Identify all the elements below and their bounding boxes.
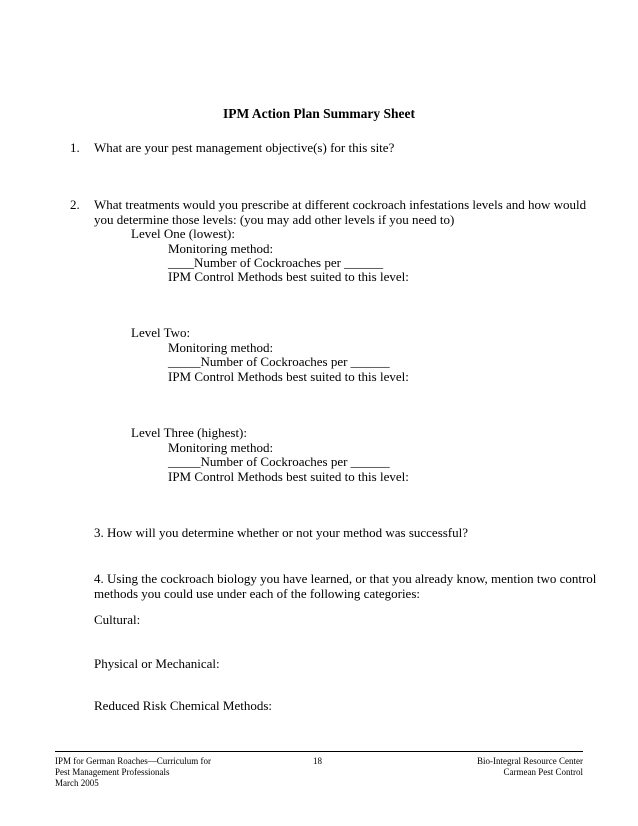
category-cultural: Cultural: [94, 612, 141, 627]
question-2-line-1: What treatments would you prescribe at different cockroach infestations levels and how would [94, 197, 587, 212]
level-three-number: _____Number of Cockroaches per ______ [168, 454, 390, 469]
level-two-monitoring: Monitoring method: [168, 340, 274, 355]
level-two-number: _____Number of Cockroaches per ______ [168, 354, 390, 369]
footer-left-line-1: IPM for German Roaches—Curriculum for [55, 756, 211, 766]
question-2-number: 2. [70, 197, 80, 212]
level-one-number: ____Number of Cockroaches per ______ [168, 255, 384, 270]
question-1-number: 1. [70, 140, 80, 155]
footer-right-line-1: Bio-Integral Resource Center [477, 756, 583, 766]
footer-left-line-3: March 2005 [55, 778, 99, 788]
level-three-heading: Level Three (highest): [131, 425, 247, 440]
level-one-heading: Level One (lowest): [131, 226, 235, 241]
level-one-monitoring: Monitoring method: [168, 241, 274, 256]
level-two-control: IPM Control Methods best suited to this level: [168, 369, 409, 384]
question-2-line-2: you determine those levels: (you may add other levels if you need to) [94, 212, 455, 227]
question-4-line-2: methods you could use under each of the following categories: [94, 586, 420, 601]
level-one-control: IPM Control Methods best suited to this level: [168, 269, 409, 284]
page-title: IPM Action Plan Summary Sheet [223, 106, 415, 121]
question-4-line-1: 4. Using the cockroach biology you have learned, or that you already know, mention two control [94, 571, 597, 586]
question-1-text: What are your pest management objective(s) for this site? [94, 140, 395, 155]
footer-rule [55, 751, 583, 752]
category-reduced-risk-chemical: Reduced Risk Chemical Methods: [94, 698, 273, 713]
level-three-monitoring: Monitoring method: [168, 440, 274, 455]
footer-page-number: 18 [313, 756, 322, 766]
level-three-control: IPM Control Methods best suited to this level: [168, 469, 409, 484]
footer-right-line-2: Carmean Pest Control [503, 767, 583, 777]
category-physical-mechanical: Physical or Mechanical: [94, 656, 220, 671]
level-two-heading: Level Two: [131, 325, 191, 340]
question-3-text: 3. How will you determine whether or not your method was successful? [94, 525, 469, 540]
footer-left-line-2: Pest Management Professionals [55, 767, 170, 777]
